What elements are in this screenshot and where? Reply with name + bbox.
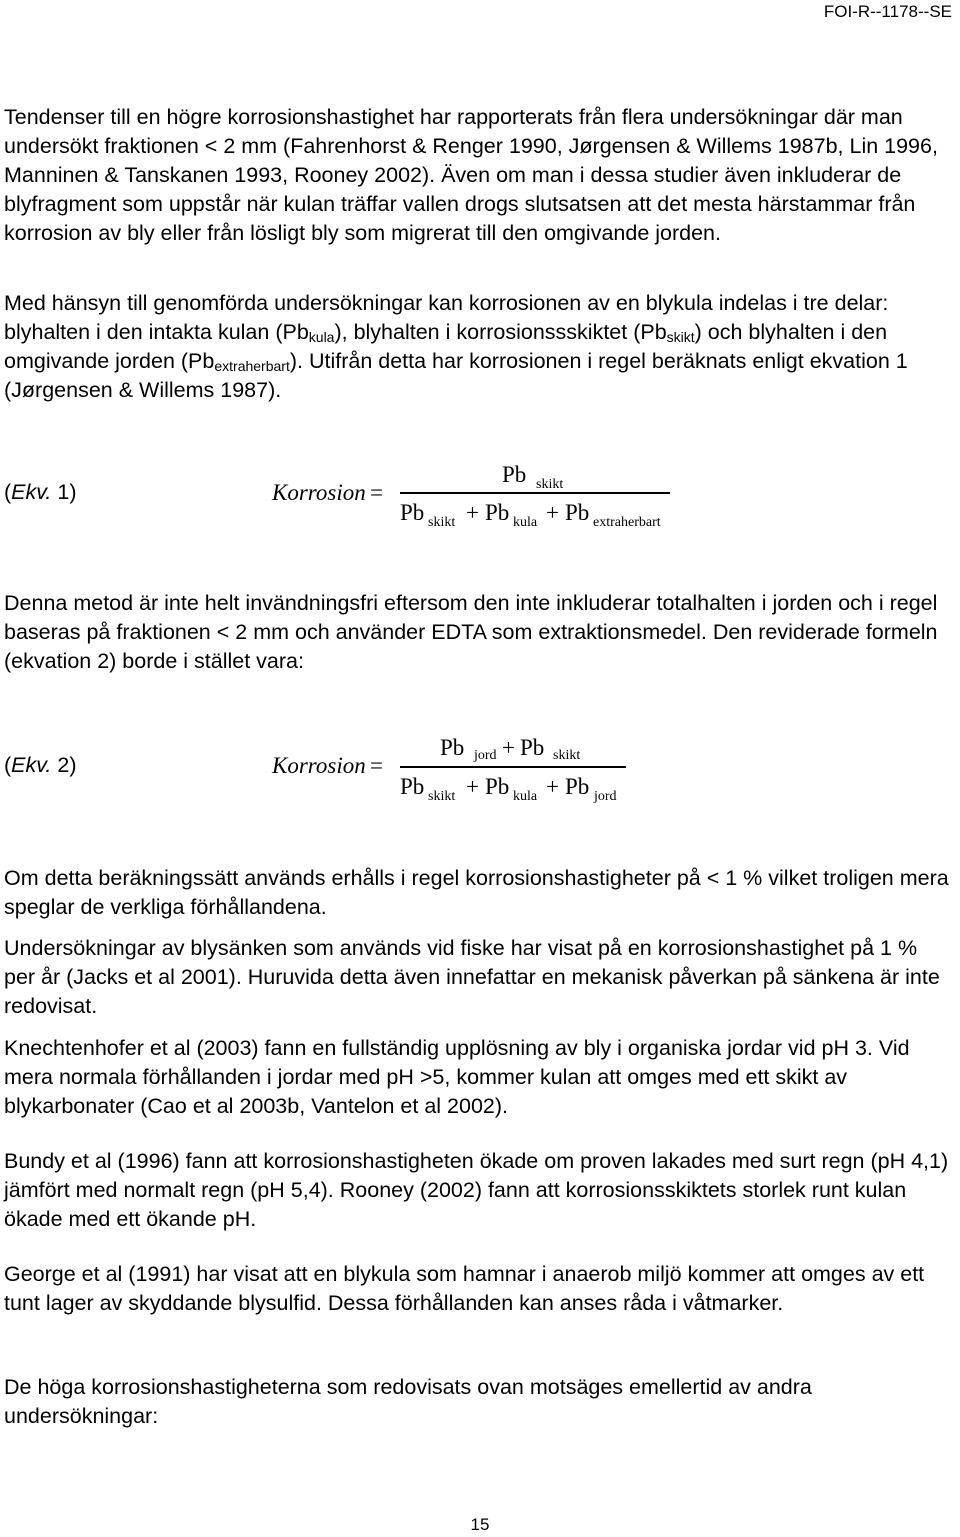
equation-2-numerator-sub-1: jord — [474, 748, 497, 763]
equation-2-label-number: 2) — [51, 753, 77, 777]
equation-2-den-pb-2: Pb — [485, 774, 510, 799]
paragraph-8: George et al (1991) har visat att en blykula som hamnar i anaerob miljö kommer att omges av ett tunt lager av skyddande blysulfid. Dessa förhållanden kan anses råda i våtmarker. — [4, 1262, 925, 1315]
paragraph-2 — [4, 289, 954, 405]
equation-2-label — [4, 753, 76, 778]
equation-2-label-paren: ( — [4, 753, 12, 777]
paragraph-5: Undersökningar av blysänken som används vid fiske har visat på en korrosionshastighet på 1 % per år (Jacks et al 2001). Huruvida detta även innefattar en mekanisk påverkan på sänkena är inte redovisat. — [4, 936, 940, 1018]
equation-2-den-sub-3: jord — [594, 789, 617, 804]
equation-2-den-pb-3: Pb — [565, 774, 590, 799]
equation-2-den-sub-1: skikt — [428, 789, 456, 804]
equation-2-numerator-pb-2: Pb — [520, 735, 545, 760]
equation-1-numerator-sub: skikt — [536, 477, 564, 492]
paragraph-3: Denna metod är inte helt invändningsfri eftersom den inte inkluderar totalhalten i jorden och i regel baseras på fraktionen < 2 mm och använder EDTA som extraktionsmedel. Den reviderade formeln (ekvation 2) borde i stället vara: — [4, 591, 938, 673]
equation-2-plus-2: + — [546, 774, 559, 799]
equation-2-plus-1: + — [466, 774, 479, 799]
equation-2-label-word: Ekv. — [11, 753, 52, 777]
subscript-extraherbart: extraherbart — [214, 358, 290, 374]
equation-1-den-sub-3: extraherbart — [593, 515, 661, 530]
paragraph-1: Tendenser till en högre korrosionshastighet har rapporterats från flera undersökningar där man undersökt fraktionen < 2 mm (Fahrenhorst & Renger 1990, Jørgensen & Willems 1987b, Lin 1996, Manninen & Tanskanen 1993, Rooney 2002). Även om man i dessa studier även inkluderar de blyfragment som uppstår när kulan träffar vallen drogs slutsatsen att det mesta härstammar från korrosion av bly eller från lösligt bly som migrerat till den omgivande jorden. — [4, 105, 938, 245]
paragraph-4: Om detta beräkningssätt används erhålls i regel korrosionshastigheter på < 1 % vilket troligen mera speglar de verkliga förhållandena. — [4, 866, 949, 919]
subscript-kula: kula — [308, 329, 335, 345]
paragraph-2-text-2: ), blyhalten i korrosionssskiktet (Pb — [334, 320, 667, 344]
equation-2-numerator-plus: + — [502, 735, 515, 760]
equation-1-numerator-pb: Pb — [502, 462, 527, 487]
equation-1-plus-1: + — [466, 500, 479, 525]
paragraph-7: Bundy et al (1996) fann att korrosionshastigheten ökade om proven lakades med surt regn (pH 4,1) jämfört med normalt regn (pH 5,4). Rooney (2002) fann att korrosionsskiktets storlek runt kulan ökade med ett ökande pH. — [4, 1149, 949, 1231]
equation-2-fraction-bar — [400, 766, 626, 768]
report-id-header: FOI-R--1178--SE — [823, 2, 952, 21]
equation-1-label — [4, 480, 76, 505]
equation-1-equals: = — [370, 480, 383, 505]
equation-2-den-sub-2: kula — [513, 789, 538, 804]
paragraph-6: Knechtenhofer et al (2003) fann en fullständig upplösning av bly i organiska jordar vid pH 3. Vid mera normala förhållanden i jordar med pH >5, kommer kulan att omges med ett skikt av blykarbonater (Cao et al 2003b, Vantelon et al 2002). — [4, 1036, 910, 1118]
equation-1-label-number: 1) — [51, 480, 77, 504]
equation-2-equals: = — [370, 753, 383, 778]
page-number: 15 — [470, 1515, 490, 1534]
equation-1-lhs: Korrosion — [272, 480, 366, 505]
paragraph-2-text-1: Med hänsyn till genomförda undersökningar kan korrosionen av en blykula indelas i tre delar: blyhalten i den intakta kulan (Pb — [4, 291, 889, 344]
equation-1-plus-2: + — [546, 500, 559, 525]
equation-2-den-pb-1: Pb — [400, 774, 425, 799]
equation-1-label-word: Ekv. — [11, 480, 52, 504]
subscript-skikt: skikt — [666, 329, 695, 345]
paragraph-9: De höga korrosionshastigheterna som redovisats ovan motsäges emellertid av andra undersökningar: — [4, 1375, 812, 1428]
equation-1-den-pb-3: Pb — [565, 500, 590, 525]
equation-2-numerator-sub-2: skikt — [553, 748, 581, 763]
equation-1-den-sub-2: kula — [513, 515, 538, 530]
paragraph-2-text-4: ). Utifrån detta har korrosionen i regel beräknats enligt ekvation 1 (Jørgensen & Willems 1987). — [4, 349, 908, 402]
equation-1-den-pb-2: Pb — [485, 500, 510, 525]
equation-2-lhs: Korrosion — [272, 753, 366, 778]
equation-1-fraction-bar — [400, 492, 670, 494]
paragraph-2-text-3: ) och blyhalten i den omgivande jorden (Pb — [4, 320, 888, 373]
equation-2-numerator-pb-1: Pb — [440, 735, 465, 760]
equation-1-label-paren: ( — [4, 480, 12, 504]
equation-1-den-pb-1: Pb — [400, 500, 425, 525]
equation-1-den-sub-1: skikt — [428, 515, 456, 530]
